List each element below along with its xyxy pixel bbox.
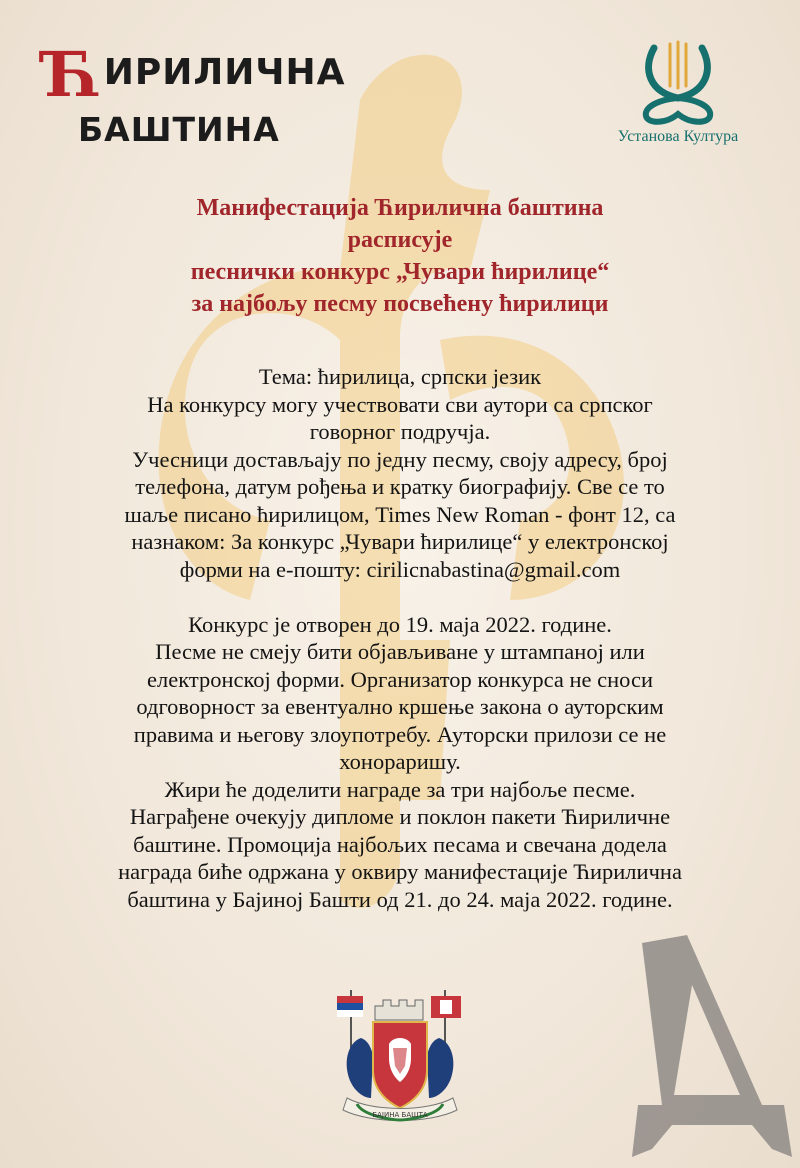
body-line: На конкурсу могу учествовати сви аутори са српског bbox=[147, 391, 653, 417]
heading-line: за најбољу песму посвећену ћирилици bbox=[191, 291, 609, 317]
announcement-heading bbox=[0, 192, 800, 320]
logo-ustanova-kultura bbox=[608, 40, 758, 155]
body-line: говорног подручја. bbox=[309, 419, 491, 444]
announcement-body bbox=[30, 363, 770, 913]
logo-caption: Установа Култура bbox=[617, 128, 739, 145]
body-line: баштина у Бајиној Башти од 21. до 24. маја 2022. године. bbox=[127, 886, 673, 912]
logo-title-line1 bbox=[42, 38, 346, 111]
body-line: Учесници достављају по једну песму, своју адресу, број bbox=[132, 446, 668, 472]
body-line: баштине. Промоција најбољих песама и свечана додела bbox=[133, 831, 667, 857]
logo-cap-letter: Ћ bbox=[42, 38, 103, 111]
logo-cirilicna-bastina bbox=[42, 38, 346, 150]
heading-line: песнички конкурс „Чувари ћирилице“ bbox=[190, 259, 610, 285]
heading-line: расписује bbox=[347, 227, 453, 253]
paragraph-gap bbox=[30, 583, 770, 611]
body-line: Песме не смеју бити објављиване у штампаној или bbox=[155, 639, 645, 664]
lyre-icon bbox=[636, 40, 720, 126]
logo-title-line2: БАШТИНА bbox=[78, 110, 280, 149]
body-line: Награђене очекују дипломе и поклон пакети Ћириличне bbox=[129, 804, 671, 829]
heading-line: Манифестација Ћирилична баштина bbox=[196, 195, 604, 221]
body-line: шаље писано ћирилицом, Times New Roman - фонт 12, са bbox=[124, 501, 676, 527]
body-line: назнаком: За конкурс „Чувари ћирилице“ у електронској bbox=[131, 529, 669, 554]
body-line: хонораришу. bbox=[339, 749, 461, 774]
body-line: форми на е-пошту: cirilicnabastina@gmail.com bbox=[179, 556, 621, 582]
coat-of-arms-icon bbox=[333, 986, 467, 1132]
cyrillic-letter-de-watermark bbox=[612, 935, 792, 1160]
body-line: телефона, датум рођења и кратку биографију. Све се то bbox=[135, 474, 665, 499]
body-line: Конкурс је отворен до 19. маја 2022. године. bbox=[188, 611, 612, 637]
body-line: електронској форми. Организатор конкурса не сноси bbox=[147, 666, 653, 692]
body-line: награда биће одржана у оквиру манифестације Ћирилична bbox=[118, 859, 682, 884]
body-line: одговорност за евентуално кршење закона о ауторским bbox=[136, 694, 664, 719]
body-line: правима и његову злоупотребу. Ауторски прилози се не bbox=[133, 721, 667, 747]
crest-ribbon-text: БАЈИНА БАШТА bbox=[372, 1111, 428, 1119]
logo-title-line1-rest: ИРИЛИЧНА bbox=[103, 52, 346, 93]
body-line: Жири ће доделити награде за три најбоље песме. bbox=[164, 776, 636, 802]
body-line: Тема: ћирилица, српски језик bbox=[258, 364, 542, 389]
